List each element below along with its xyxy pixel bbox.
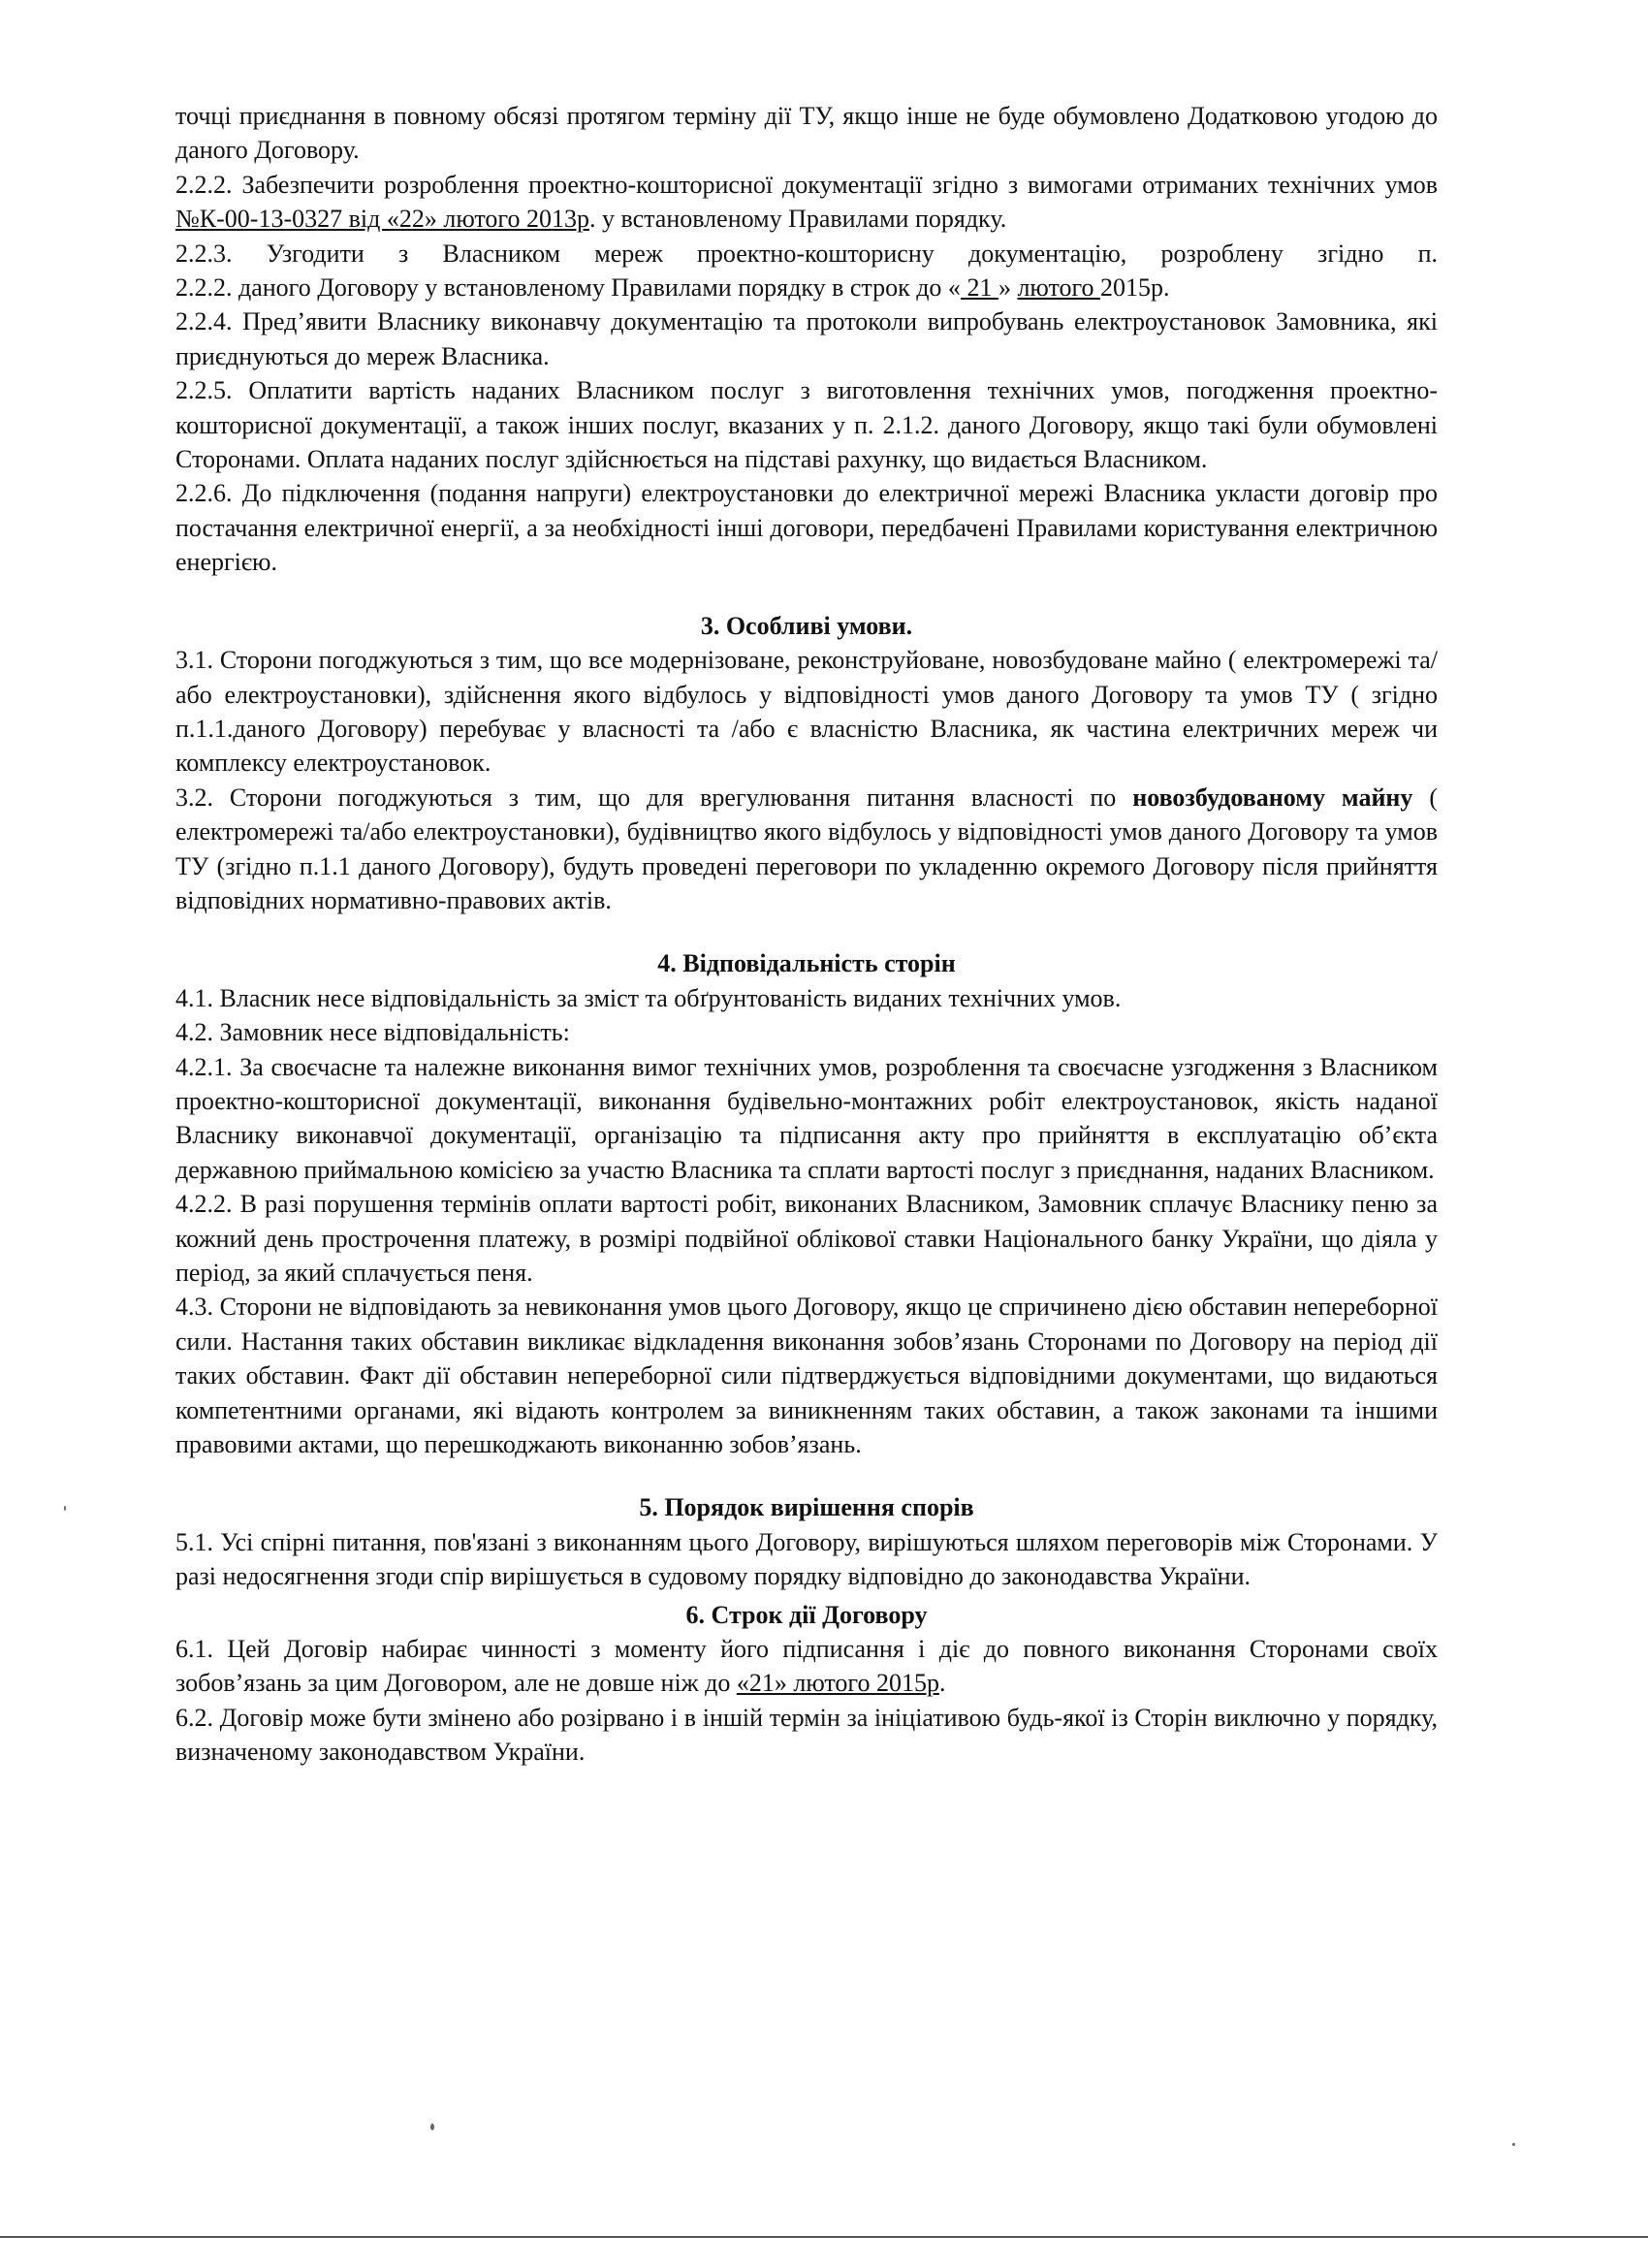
clause-4-1: 4.1. Власник несе відповідальність за зміст та обґрунтованість виданих технічних умов. <box>175 983 1122 1012</box>
clause-6-1 <box>175 1632 1438 1701</box>
section-heading-6: 6. Строк дії Договору <box>685 1600 928 1629</box>
clause-4-2-1: 4.2.1. За своєчасне та належне виконання вимог технічних умов, розроблення та своєчасне узгодження з Власником проектно-кошторисної документації, виконання будівельно-монтажних робіт електроустановок, якість наданої Власнику виконавчої документації, організацію та підписання акту про прийняття в експлуатацію об’єкта державною приймальною комісією за участю Власника та сплати вартості послуг з приєднання, наданих Власником. <box>175 1052 1438 1184</box>
clause-3-1: 3.1. Сторони погоджуються з тим, що все модернізоване, реконструйоване, новозбудоване майно ( електромережі та/або електроустановки), здійснення якого відбулось у відповідності умов даного Договору та умов ТУ ( згідно п.1.1.даного Договору) перебуває у власності та /або є власністю Власника, як частина електричних мереж чи комплексу електроустановок. <box>175 646 1438 778</box>
clause-text: 2.2.2. даного Договору у встановленому Правилами порядку в строк до « <box>175 273 961 303</box>
clause-text: . у встановленому Правилами порядку. <box>588 205 1007 234</box>
clause-text: 2.2.3. Узгодити з Власником мереж проектно-кошторисну документацію, розроблену згідно п. <box>175 239 1438 268</box>
new-property-term: новозбудованому майну <box>1132 783 1413 812</box>
clause-4-2: 4.2. Замовник несе відповідальність: <box>175 1018 570 1047</box>
section-heading-4: 4. Відповідальність сторін <box>657 949 956 978</box>
scan-speck <box>1512 2143 1515 2146</box>
paragraph-continuation: точці приєднання в повному обсязі протягом терміну дії ТУ, якщо інше не буде обумовлено Додатковою угодою до даного Договору. <box>175 102 1438 165</box>
deadline-year: 2015р. <box>1100 273 1170 303</box>
clause-text: . <box>938 1669 946 1698</box>
clause-text: 6.1. Цей Договір набирає чинності з моменту його підписання і діє до повного виконання Сторонами своїх зобов’язань за цим Договором, але не довше ніж до <box>175 1635 1438 1698</box>
clause-2-2-4: 2.2.4. Пред’явити Власнику виконавчу документацію та протоколи випробувань електроустановок Замовника, які приєднуються до мереж Власника. <box>175 307 1438 370</box>
clause-2-2-5: 2.2.5. Оплатити вартість наданих Власником послуг з виготовлення технічних умов, погодження проектно-кошторисної документації, а також інших послуг, вказаних у п. 2.1.2. даного Договору, якщо такі були обумовлені Сторонами. Оплата наданих послуг здійснюється на підставі рахунку, що видається Власником. <box>175 376 1438 474</box>
clause-text: ( електромережі та/або електроустановки), будівництво якого відбулось у відповідності умов даного Договору та умов ТУ (згідно п.1.1 даного Договору), будуть проведені переговори по укладенню окремого Договору після прийняття відповідних нормативно-правових актів. <box>175 783 1438 914</box>
contract-end-date: «21» лютого 2015р <box>736 1669 939 1698</box>
scan-bottom-edge-line <box>0 2236 1648 2238</box>
clause-2-2-2 <box>175 168 1438 237</box>
section-heading-5: 5. Порядок вирішення спорів <box>639 1493 974 1522</box>
clause-4-2-2: 4.2.2. В разі порушення термінів оплати вартості робіт, виконаних Власником, Замовник сплачує Власнику пеню за кожний день прострочення платежу, в розмірі подвійної облікової ставки Національного банку України, що діяла у період, за який сплачується пеня. <box>175 1190 1438 1287</box>
scan-speck <box>64 1506 66 1511</box>
tech-conditions-reference: №К-00-13-0327 від «22» лютого 2013р <box>175 205 589 234</box>
clause-text: » <box>998 273 1018 303</box>
clause-4-3: 4.3. Сторони не відповідають за невиконання умов цього Договору, якщо це спричинено дією обставин непереборної сили. Настання таких обставин викликає відкладення виконання зобов’язань Сторонами по Договору на період дії таких обставин. Факт дії обставин непереборної сили підтверджується відповідними документами, що видаються компетентними органами, які відають контролем за виникненням таких обставин, а також законами та іншими правовими актами, що перешкоджають виконанню зобов’язань. <box>175 1293 1438 1459</box>
clause-2-2-3 <box>175 237 1438 305</box>
deadline-day: 21 <box>960 273 998 303</box>
document-body <box>175 99 1438 1770</box>
section-heading-3: 3. Особливі умови. <box>700 611 913 640</box>
deadline-month: лютого <box>1017 273 1101 303</box>
clause-6-2: 6.2. Договір може бути змінено або розірвано і в іншій термін за ініціативою будь-якої із Сторін виключно у порядку, визначеному законодавством України. <box>175 1703 1438 1767</box>
clause-text: 2.2.2. Забезпечити розроблення проектно-кошторисної документації згідно з вимогами отриманих технічних умов <box>175 170 1438 199</box>
scan-speck <box>430 2124 434 2130</box>
clause-3-2 <box>175 781 1438 918</box>
clause-text: 3.2. Сторони погоджуються з тим, що для врегулювання питання власності по <box>175 783 1133 812</box>
clause-5-1: 5.1. Усі спірні питання, пов'язані з виконанням цього Договору, вирішуються шляхом переговорів між Сторонами. У разі недосягнення згоди спір вирішується в судовому порядку відповідно до законодавства України. <box>175 1527 1438 1591</box>
clause-2-2-6: 2.2.6. До підключення (подання напруги) електроустановки до електричної мережі Власника укласти договір про постачання електричної енергії, а за необхідності інші договори, передбачені Правилами користування електричною енергією. <box>175 479 1438 577</box>
